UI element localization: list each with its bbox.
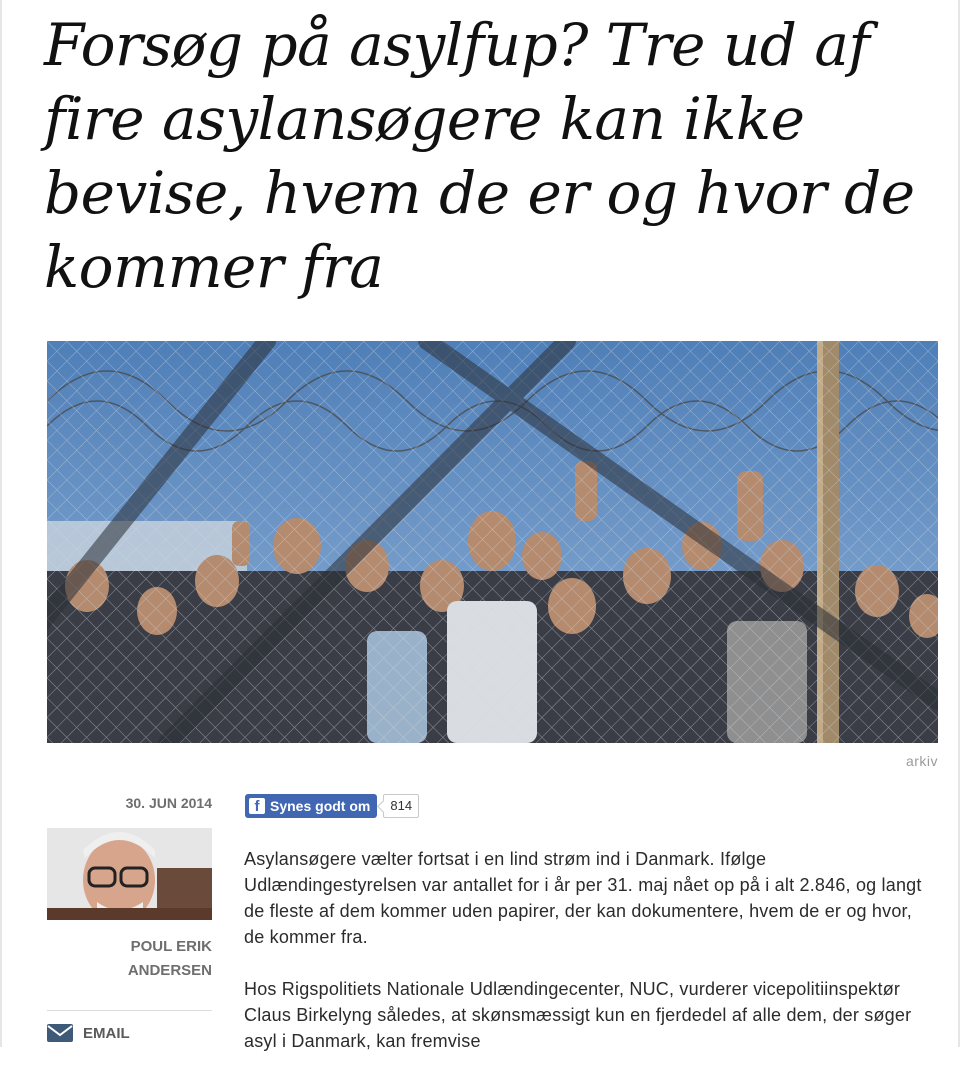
article-headline: Forsøg på asylfup? Tre ud af fire asylansøgere kan ikke bevise, hvem de er og hvor de kommer fra xyxy=(44,11,915,301)
image-caption: arkiv xyxy=(905,753,938,769)
facebook-like-widget xyxy=(245,794,419,818)
author-last-name: ANDERSEN xyxy=(127,962,212,979)
article-body xyxy=(244,846,924,1080)
sidebar-divider xyxy=(47,1010,212,1011)
fence-crowd-photo xyxy=(47,341,938,743)
like-button-label: Synes godt om xyxy=(270,798,371,814)
envelope-icon xyxy=(47,1024,73,1042)
page-border-left xyxy=(0,0,2,1047)
author-name[interactable] xyxy=(60,935,212,983)
facebook-icon: f xyxy=(249,798,265,814)
author-avatar xyxy=(47,828,212,920)
publish-date: 30. JUN 2014 xyxy=(125,795,212,811)
article-hero-image xyxy=(47,341,938,743)
author-first-name: POUL ERIK xyxy=(130,938,212,955)
body-paragraph: Hos Rigspolitiets Nationale Udlændingecenter, NUC, vurderer vicepolitiinspektør Claus Birkelyng således, at skønsmæssigt kun en fjerdedel af alle dem, der søger asyl i Danmark, kan fremvise xyxy=(244,979,912,1051)
like-count: 814 xyxy=(383,794,419,818)
body-paragraph: Asylansøgere vælter fortsat i en lind strøm ind i Danmark. Ifølge Udlændingestyrelsen var antallet for i år per 31. maj nået op på i alt 2.846, og langt de fleste af dem kommer uden papirer, der kan dokumentere, hvem de er og hvor, de kommer fra. xyxy=(244,849,922,947)
facebook-like-button[interactable] xyxy=(245,794,377,818)
email-link[interactable] xyxy=(47,1022,130,1044)
email-label: EMAIL xyxy=(83,1024,130,1042)
